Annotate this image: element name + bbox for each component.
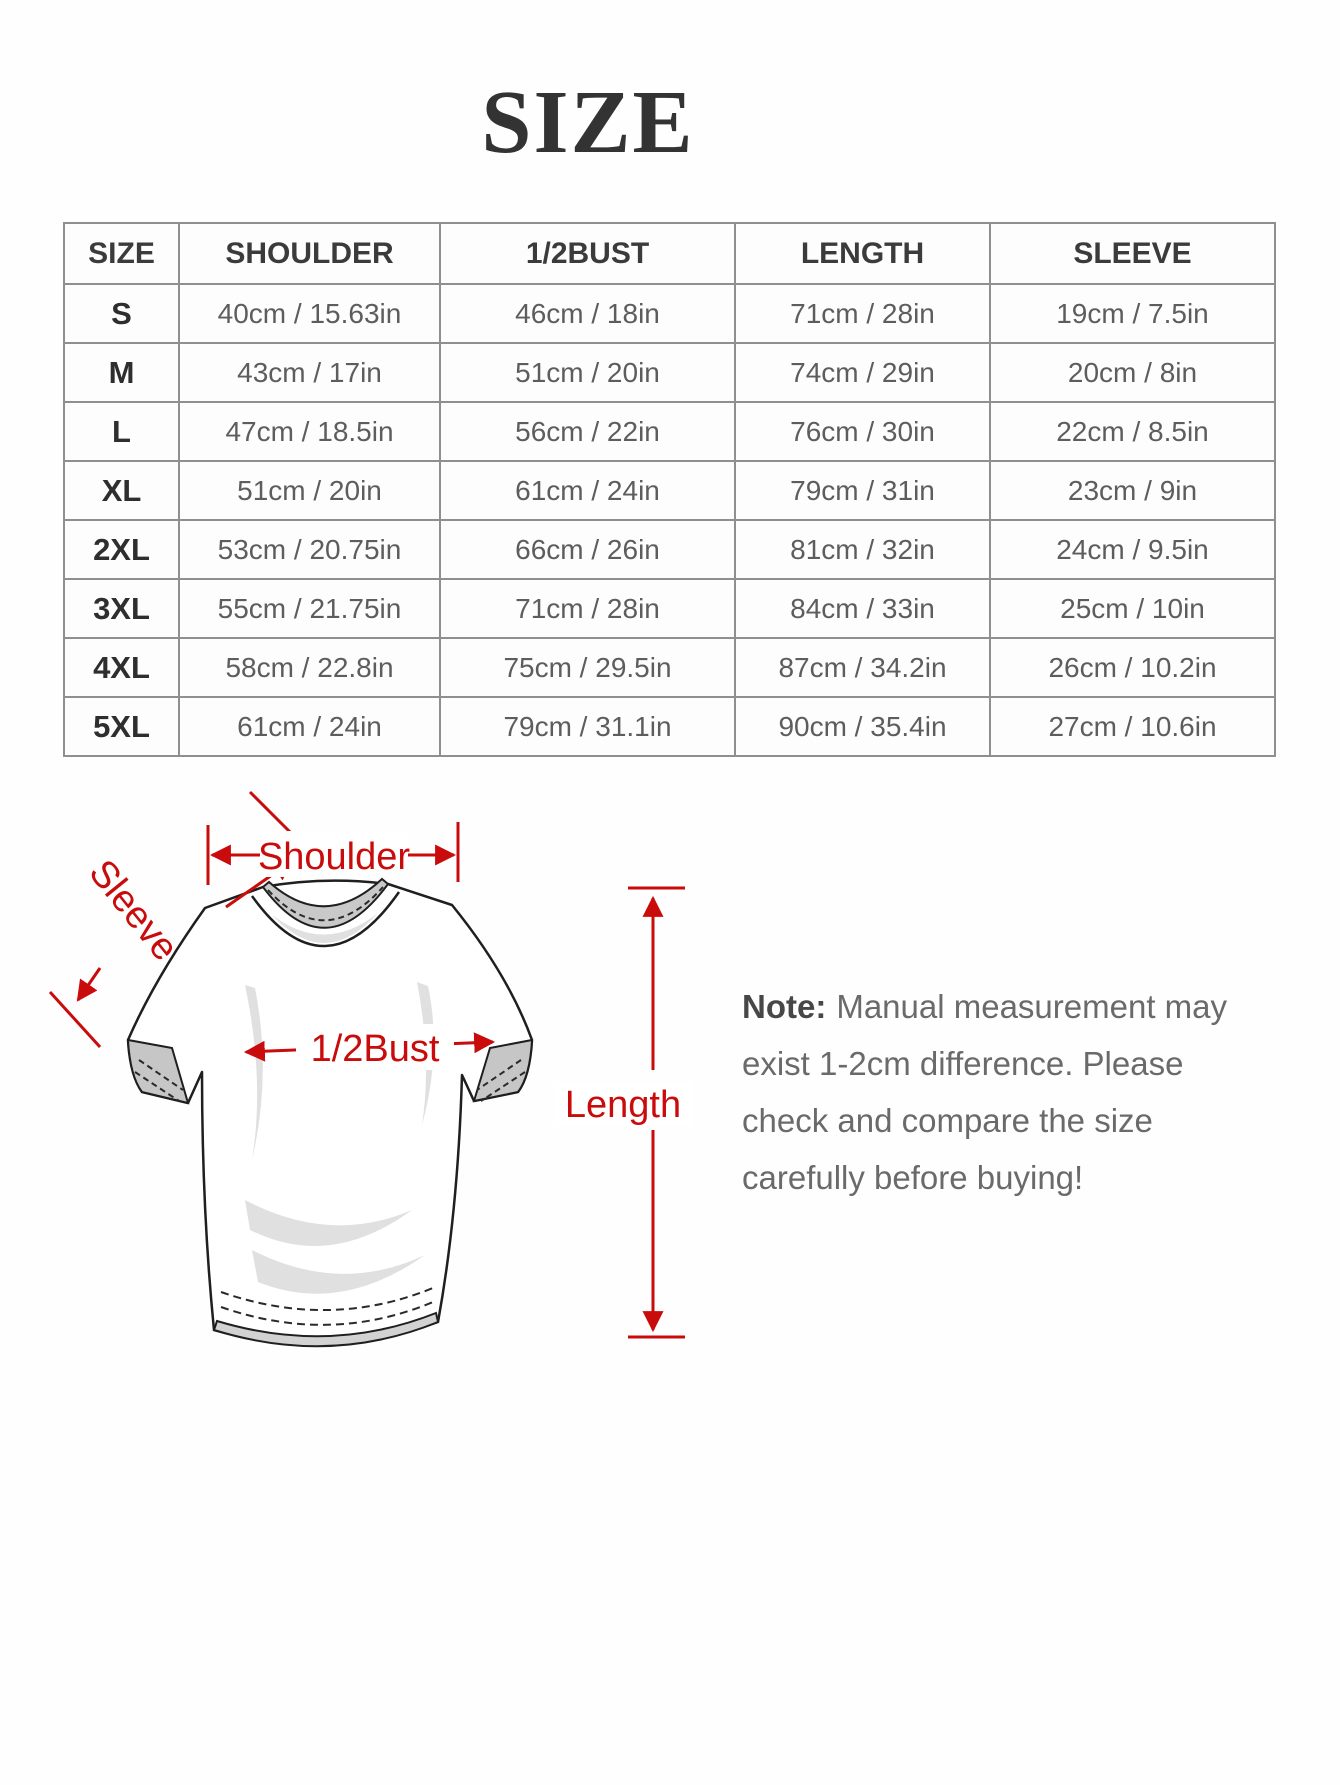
page-title: SIZE — [481, 73, 695, 172]
sleeve-cell: 23cm / 9in — [990, 461, 1275, 520]
column-header-length: LENGTH — [735, 223, 990, 284]
size-cell: XL — [64, 461, 179, 520]
half-bust-cell: 75cm / 29.5in — [440, 638, 735, 697]
size-cell: 3XL — [64, 579, 179, 638]
size-table — [63, 222, 1276, 757]
shoulder-cell: 61cm / 24in — [179, 697, 440, 756]
column-header-size: SIZE — [64, 223, 179, 284]
shoulder-label: Shoulder — [257, 836, 411, 878]
size-cell: M — [64, 343, 179, 402]
length-cell: 74cm / 29in — [735, 343, 990, 402]
half-bust-cell: 79cm / 31.1in — [440, 697, 735, 756]
sleeve-cell: 24cm / 9.5in — [990, 520, 1275, 579]
half-bust-cell: 51cm / 20in — [440, 343, 735, 402]
sleeve-cell: 20cm / 8in — [990, 343, 1275, 402]
note-line: check and compare the size — [742, 1102, 1153, 1139]
size-cell: 2XL — [64, 520, 179, 579]
half-bust-cell: 56cm / 22in — [440, 402, 735, 461]
shoulder-cell: 51cm / 20in — [179, 461, 440, 520]
size-cell: 5XL — [64, 697, 179, 756]
note-prefix: Note: — [742, 988, 827, 1025]
column-header-shoulder: SHOULDER — [179, 223, 440, 284]
column-header-sleeve: SLEEVE — [990, 223, 1275, 284]
note-line — [742, 978, 1227, 1035]
table-row-l — [64, 402, 1275, 461]
size-cell: 4XL — [64, 638, 179, 697]
length-label: Length — [564, 1084, 682, 1126]
shoulder-cell: 40cm / 15.63in — [179, 284, 440, 343]
sleeve-cell: 27cm / 10.6in — [990, 697, 1275, 756]
measurement-note — [742, 978, 1227, 1206]
length-cell: 79cm / 31in — [735, 461, 990, 520]
table-row-4xl — [64, 638, 1275, 697]
size-cell: L — [64, 402, 179, 461]
length-cell: 87cm / 34.2in — [735, 638, 990, 697]
size-cell: S — [64, 284, 179, 343]
table-row-s — [64, 284, 1275, 343]
shoulder-cell: 55cm / 21.75in — [179, 579, 440, 638]
table-row-m — [64, 343, 1275, 402]
length-cell: 71cm / 28in — [735, 284, 990, 343]
half-bust-cell: 61cm / 24in — [440, 461, 735, 520]
table-header-row — [64, 223, 1275, 284]
length-cell: 76cm / 30in — [735, 402, 990, 461]
length-cell: 90cm / 35.4in — [735, 697, 990, 756]
sleeve-cell: 19cm / 7.5in — [990, 284, 1275, 343]
shoulder-cell: 47cm / 18.5in — [179, 402, 440, 461]
table-row-3xl — [64, 579, 1275, 638]
half-bust-label: 1/2Bust — [310, 1028, 440, 1070]
length-cell: 84cm / 33in — [735, 579, 990, 638]
sleeve-cell: 22cm / 8.5in — [990, 402, 1275, 461]
half-bust-cell: 66cm / 26in — [440, 520, 735, 579]
tshirt-measurement-diagram — [40, 730, 760, 1400]
shoulder-cell: 58cm / 22.8in — [179, 638, 440, 697]
sleeve-cell: 26cm / 10.2in — [990, 638, 1275, 697]
table-row-xl — [64, 461, 1275, 520]
length-cell: 81cm / 32in — [735, 520, 990, 579]
shoulder-cell: 43cm / 17in — [179, 343, 440, 402]
shoulder-cell: 53cm / 20.75in — [179, 520, 440, 579]
half-bust-cell: 71cm / 28in — [440, 579, 735, 638]
half-bust-cell: 46cm / 18in — [440, 284, 735, 343]
column-header-halfbust: 1/2BUST — [440, 223, 735, 284]
sleeve-cell: 25cm / 10in — [990, 579, 1275, 638]
tshirt-drawing — [128, 879, 532, 1346]
table-row-2xl — [64, 520, 1275, 579]
sleeve-label: Sleeve — [80, 852, 187, 969]
note-text: Manual measurement may — [836, 988, 1227, 1025]
note-line: exist 1-2cm difference. Please — [742, 1045, 1184, 1082]
note-line: carefully before buying! — [742, 1159, 1084, 1196]
